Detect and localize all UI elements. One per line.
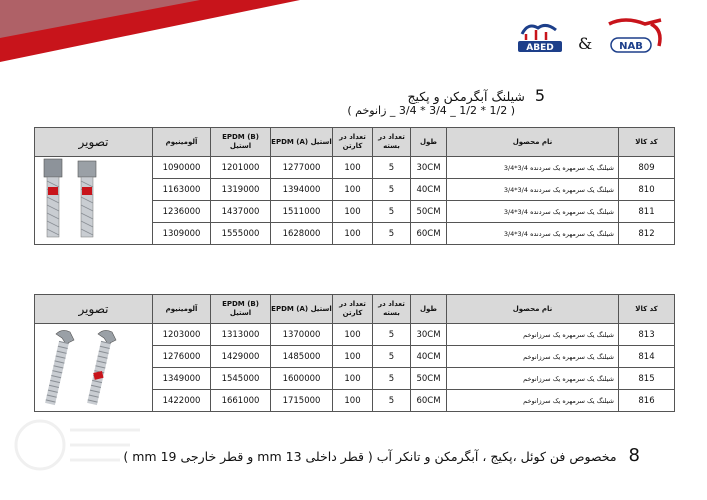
nab-logo-text: NAB xyxy=(619,41,643,52)
cell-aluminum: 1090000 xyxy=(153,157,211,179)
section1-subtitle: ( 1/2 * 1/2 _ 3/4 * 3/4 _ زانوخم ) xyxy=(347,104,515,117)
header-length: طول xyxy=(411,295,447,324)
cell-aluminum: 1236000 xyxy=(153,201,211,223)
cell-carton: 100 xyxy=(333,179,373,201)
header-length: طول xyxy=(411,128,447,157)
price-table-1 xyxy=(34,127,675,245)
header-image: تصویر xyxy=(35,128,153,157)
header-aluminum: آلومینیوم xyxy=(153,295,211,324)
header-epdm-b: EPDM (B) استیل xyxy=(211,295,271,324)
section1-title-text: شیلنگ آبگرمکن و پکیج xyxy=(407,89,525,104)
abed-logo-text: ABED xyxy=(526,43,554,53)
cell-length: 30CM xyxy=(411,324,447,346)
corner-decoration-gray xyxy=(0,0,200,38)
cell-epdm-a: 1715000 xyxy=(271,390,333,412)
cell-pack: 5 xyxy=(373,346,411,368)
cell-product-name: شیلنگ یک سرمهره یک سرزانوخم xyxy=(447,346,619,368)
section1-number: 5 xyxy=(534,86,545,105)
header-epdm-a: EPDM (A) استیل xyxy=(271,295,333,324)
header-per-carton: تعداد در کارتن xyxy=(333,128,373,157)
cell-code: 810 xyxy=(619,179,675,201)
cell-code: 814 xyxy=(619,346,675,368)
cell-pack: 5 xyxy=(373,157,411,179)
header-code: کد کالا xyxy=(619,128,675,157)
cell-length: 40CM xyxy=(411,346,447,368)
cell-carton: 100 xyxy=(333,324,373,346)
cell-product-name: شیلنگ یک سرمهره یک سردنده 3/4*3/4 xyxy=(447,201,619,223)
section1-title xyxy=(150,86,545,105)
table1-header-row xyxy=(35,128,675,157)
cell-aluminum: 1203000 xyxy=(153,324,211,346)
cell-product-name: شیلنگ یک سرمهره یک سرزانوخم xyxy=(447,390,619,412)
cell-length: 30CM xyxy=(411,157,447,179)
cell-epdm-a: 1511000 xyxy=(271,201,333,223)
cell-pack: 5 xyxy=(373,179,411,201)
header-aluminum: آلومینیوم xyxy=(153,128,211,157)
cell-epdm-b: 1313000 xyxy=(211,324,271,346)
header-epdm-b: EPDM (B) استیل xyxy=(211,128,271,157)
cell-epdm-a: 1394000 xyxy=(271,179,333,201)
cell-carton: 100 xyxy=(333,390,373,412)
product-photo-elbow-hose xyxy=(35,324,153,412)
header-per-pack: تعداد در بسته xyxy=(373,128,411,157)
header-epdm-a: EPDM (A) استیل xyxy=(271,128,333,157)
cell-carton: 100 xyxy=(333,223,373,245)
cell-product-name: شیلنگ یک سرمهره یک سردنده 3/4*3/4 xyxy=(447,179,619,201)
cell-epdm-b: 1437000 xyxy=(211,201,271,223)
cell-epdm-b: 1555000 xyxy=(211,223,271,245)
cell-epdm-a: 1485000 xyxy=(271,346,333,368)
cell-length: 60CM xyxy=(411,390,447,412)
cell-product-name: شیلنگ یک سرمهره یک سرزانوخم xyxy=(447,324,619,346)
straight-hose-image xyxy=(36,157,152,241)
cell-epdm-a: 1277000 xyxy=(271,157,333,179)
cell-code: 809 xyxy=(619,157,675,179)
cell-code: 815 xyxy=(619,368,675,390)
cell-length: 50CM xyxy=(411,368,447,390)
product-photo-straight-hose xyxy=(35,157,153,245)
cell-epdm-a: 1628000 xyxy=(271,223,333,245)
cell-epdm-b: 1201000 xyxy=(211,157,271,179)
header-code: کد کالا xyxy=(619,295,675,324)
table-row xyxy=(35,157,675,179)
cell-length: 40CM xyxy=(411,179,447,201)
header-per-pack: تعداد در بسته xyxy=(373,295,411,324)
cell-product-name: شیلنگ یک سرمهره یک سردنده 3/4*3/4 xyxy=(447,157,619,179)
cell-pack: 5 xyxy=(373,368,411,390)
cell-epdm-b: 1545000 xyxy=(211,368,271,390)
header-product-name: نام محصول xyxy=(447,295,619,324)
cell-carton: 100 xyxy=(333,157,373,179)
table-row xyxy=(35,324,675,346)
abed-logo xyxy=(516,20,564,54)
cell-pack: 5 xyxy=(373,201,411,223)
cell-code: 816 xyxy=(619,390,675,412)
cell-aluminum: 1422000 xyxy=(153,390,211,412)
section2-title xyxy=(110,445,640,466)
cell-code: 812 xyxy=(619,223,675,245)
ampersand: & xyxy=(578,34,593,53)
cell-aluminum: 1349000 xyxy=(153,368,211,390)
section2-number: 8 xyxy=(628,445,640,466)
cell-aluminum: 1163000 xyxy=(153,179,211,201)
cell-epdm-a: 1370000 xyxy=(271,324,333,346)
cell-pack: 5 xyxy=(373,390,411,412)
section2-title-text: مخصوص فن کوئل ،پکیج ، آبگرمکن و تانکر آب ( قطر داخلی 13 mm و قطر خارجی 19 mm ) xyxy=(123,449,617,464)
header-image: تصویر xyxy=(35,295,153,324)
elbow-hose-image xyxy=(36,324,152,408)
header-per-carton: تعداد در کارتن xyxy=(333,295,373,324)
cell-carton: 100 xyxy=(333,346,373,368)
cell-carton: 100 xyxy=(333,368,373,390)
cell-aluminum: 1309000 xyxy=(153,223,211,245)
cell-product-name: شیلنگ یک سرمهره یک سردنده 3/4*3/4 xyxy=(447,223,619,245)
cell-aluminum: 1276000 xyxy=(153,346,211,368)
header-product-name: نام محصول xyxy=(447,128,619,157)
cell-epdm-b: 1319000 xyxy=(211,179,271,201)
cell-length: 50CM xyxy=(411,201,447,223)
cell-epdm-b: 1429000 xyxy=(211,346,271,368)
cell-epdm-a: 1600000 xyxy=(271,368,333,390)
nab-logo xyxy=(605,18,667,60)
cell-product-name: شیلنگ یک سرمهره یک سرزانوخم xyxy=(447,368,619,390)
cell-epdm-b: 1661000 xyxy=(211,390,271,412)
cell-code: 811 xyxy=(619,201,675,223)
cell-code: 813 xyxy=(619,324,675,346)
table2-header-row xyxy=(35,295,675,324)
cell-length: 60CM xyxy=(411,223,447,245)
price-table-2 xyxy=(34,294,675,412)
cell-carton: 100 xyxy=(333,201,373,223)
cell-pack: 5 xyxy=(373,223,411,245)
cell-pack: 5 xyxy=(373,324,411,346)
